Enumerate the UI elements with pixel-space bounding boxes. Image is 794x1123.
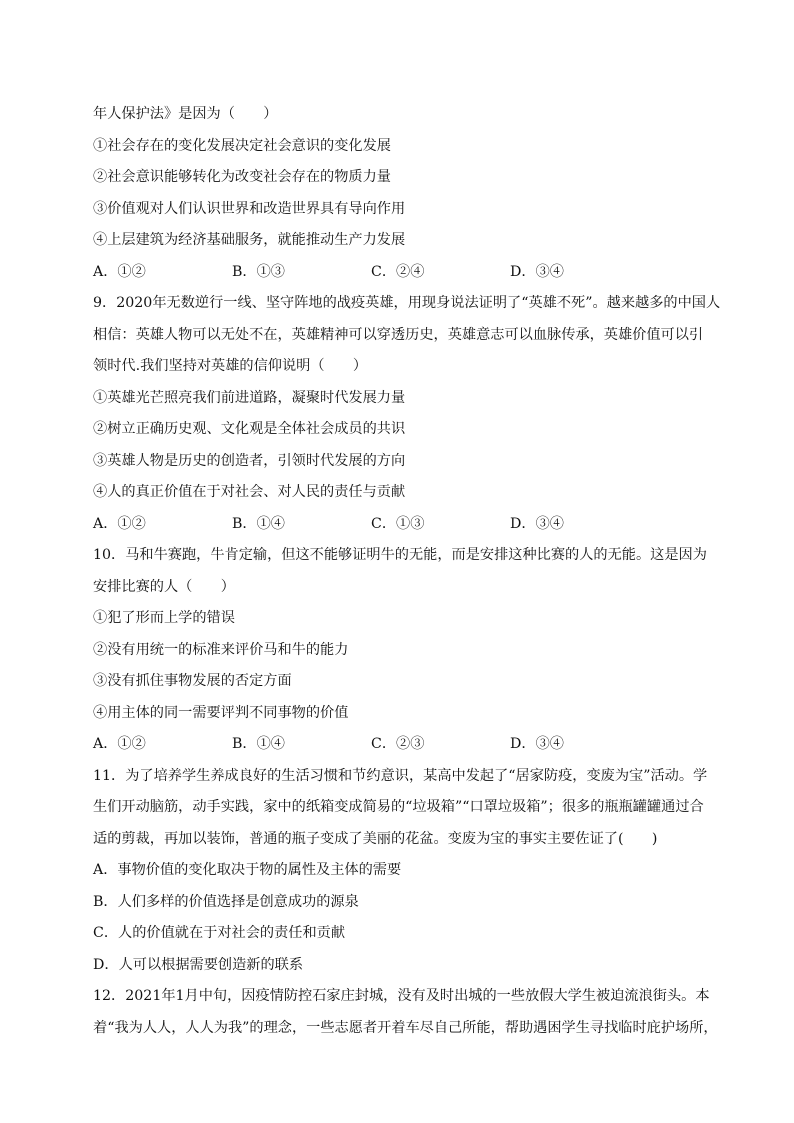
question-stem: 11．为了培养学生养成良好的生活习惯和节约意识，某高中发起了“居家防疫，变废为宝”活动。学 xyxy=(93,767,708,784)
statement-item: ④上层建筑为经济基础服务，就能推动生产力发展 xyxy=(93,232,406,248)
question-stem: 着“我为人人，人人为我”的理念，一些志愿者开着车尽自己所能，帮助遇困学生寻找临时庇护场所， xyxy=(93,1019,718,1036)
question-stem: 生们开动脑筋，动手实践，家中的纸箱变成简易的“垃圾箱”“口罩垃圾箱”；很多的瓶瓶罐罐通过合 xyxy=(93,799,704,815)
question-stem: 10．马和牛赛跑，牛肯定输，但这不能够证明牛的无能，而是安排这种比赛的人的无能。这是因为 xyxy=(93,547,707,563)
statement-item: ③价值观对人们认识世界和改造世界具有导向作用 xyxy=(93,200,406,217)
answer-options xyxy=(93,509,733,541)
question-11 xyxy=(93,761,733,982)
question-stem: 9．2020年无数逆行一线、坚守阵地的战疫英雄，用现身说法证明了“英雄不死”。越来越多的中国人 xyxy=(93,295,721,311)
option-b: B．①③ xyxy=(232,263,285,280)
question-stem: 相信：英雄人物可以无处不在，英雄精神可以穿透历史，英雄意志可以血脉传承，英雄价值可以引 xyxy=(93,326,704,343)
question-10 xyxy=(93,540,733,761)
question-12 xyxy=(93,981,733,1044)
statement-item: ①社会存在的变化发展决定社会意识的变化发展 xyxy=(93,137,391,154)
answer-options xyxy=(93,729,733,761)
choice-b: B．人们多样的价值选择是创意成功的源泉 xyxy=(93,893,359,910)
option-b: B．①④ xyxy=(232,736,285,752)
question-9 xyxy=(93,288,733,540)
statement-item: ③没有抓住事物发展的否定方面 xyxy=(93,673,292,689)
question-8 xyxy=(93,99,733,288)
option-c: C．②④ xyxy=(371,263,425,280)
question-stem: 年人保护法》是因为（ ） xyxy=(93,106,278,122)
option-d: D．③④ xyxy=(510,736,564,752)
question-stem: 安排比赛的人（ ） xyxy=(93,578,235,595)
choice-d: D．人可以根据需要创造新的联系 xyxy=(93,956,304,973)
statement-item: ④用主体的同一需要评判不同事物的价值 xyxy=(93,704,349,721)
statement-item: ②树立正确历史观、文化观是全体社会成员的共识 xyxy=(93,421,406,437)
choice-a: A．事物价值的变化取决于物的属性及主体的需要 xyxy=(93,862,402,878)
option-b: B．①④ xyxy=(232,515,285,532)
statement-item: ①英雄光芒照亮我们前进道路，凝聚时代发展力量 xyxy=(93,389,406,406)
choice-c: C．人的价值就在于对社会的责任和贡献 xyxy=(93,925,346,941)
statement-item: ④人的真正价值在于对社会、对人民的责任与贡献 xyxy=(93,484,406,500)
option-a: A．①② xyxy=(93,263,146,280)
statement-item: ②没有用统一的标准来评价马和牛的能力 xyxy=(93,641,349,658)
answer-options xyxy=(93,257,733,289)
question-stem: 12．2021年1月中旬，因疫情防控石家庄封城，没有及时出城的一些放假大学生被迫流浪街头。本 xyxy=(93,988,710,1004)
question-stem: 适的剪裁，再加以装饰，普通的瓶子变成了美丽的花盆。变废为宝的事实主要佐证了( ) xyxy=(93,830,658,847)
option-d: D．③④ xyxy=(510,263,564,280)
statement-item: ②社会意识能够转化为改变社会存在的物质力量 xyxy=(93,169,391,185)
option-d: D．③④ xyxy=(510,515,564,532)
option-a: A．①② xyxy=(93,515,146,532)
exam-page xyxy=(93,99,733,1044)
statement-item: ③英雄人物是历史的创造者，引领时代发展的方向 xyxy=(93,452,406,469)
option-a: A．①② xyxy=(93,736,146,752)
option-c: C．②③ xyxy=(371,736,425,752)
option-c: C．①③ xyxy=(371,515,425,532)
statement-item: ①犯了形而上学的错误 xyxy=(93,610,235,626)
question-stem: 领时代.我们坚持对英雄的信仰说明（ ） xyxy=(93,358,368,374)
